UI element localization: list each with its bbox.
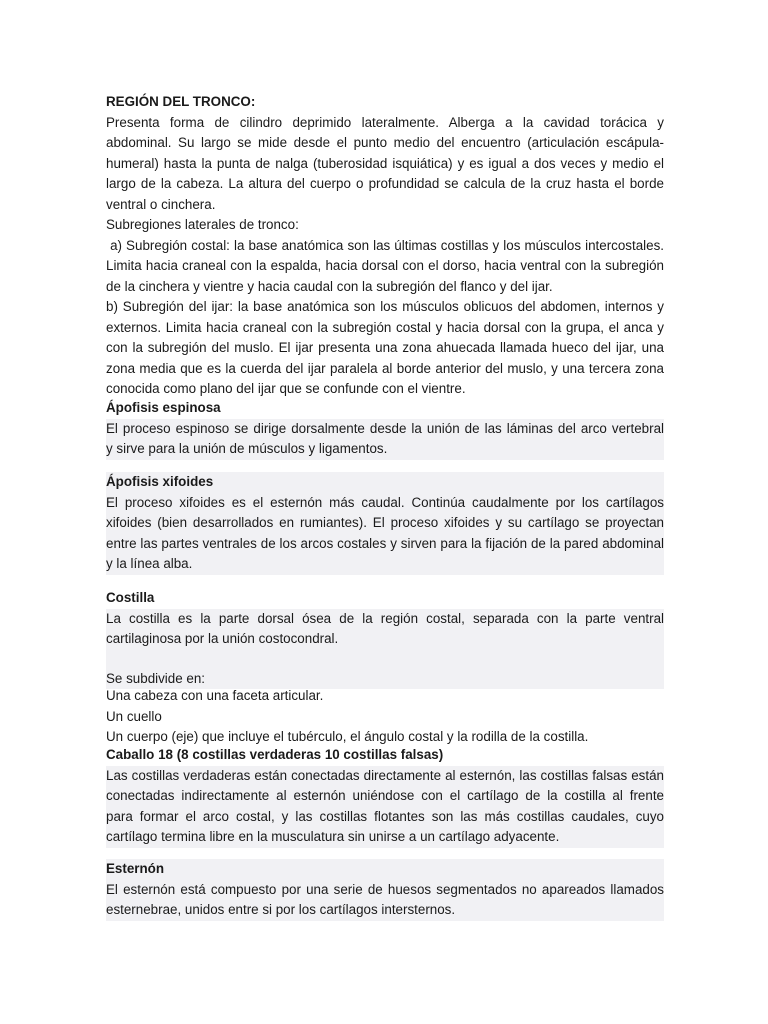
caballo-heading: Caballo 18 (8 costillas verdaderas 10 costillas falsas): [106, 747, 444, 762]
region-line-2: abdominal. Su largo se mide desde el punto medio del encuentro (articulación escápula-: [106, 135, 664, 150]
apofisis-espinosa-line-2: y sirve para la unión de músculos y ligamentos.: [106, 441, 388, 456]
costilla-body: [106, 609, 664, 690]
caballo-section: [106, 745, 664, 848]
region-subregiones-label: Subregiones laterales de tronco:: [106, 217, 299, 232]
region-line-ijar-3: con la subregión del muslo. El ijar presenta una zona ahuecada llamada hueco del ijar, una: [106, 340, 664, 355]
region-line-ijar-5: conocida como plano del ijar que se confunde con el vientre.: [106, 381, 466, 396]
region-line-4: largo de la cabeza. La altura del cuerpo o profundidad se calcula de la cruz hasta el borde: [106, 176, 664, 191]
esternon-section: [106, 859, 664, 921]
list-item: Un cuerpo (eje) que incluye el tubérculo, el ángulo costal y la rodilla de la costilla.: [106, 729, 589, 744]
apofisis-xifoides-line-3: entre las partes ventrales de los arcos costales y sirven para la fijación de la pared abdominal: [106, 535, 664, 551]
region-line-ijar-4: zona media que es la cuerda del ijar paralela al borde anterior del muslo, y una tercera zona: [106, 360, 664, 376]
region-tronco-heading: REGIÓN DEL TRONCO:: [106, 94, 256, 109]
region-line-3: humeral) hasta la punta de nalga (tuberosidad isquiática) y es igual a dos veces y medio el: [106, 155, 664, 171]
region-line-ijar-1: b) Subregión del ijar: la base anatómica son los músculos oblicuos del abdomen, internos y: [106, 299, 664, 314]
apofisis-espinosa-body: [106, 419, 664, 460]
apofisis-xifoides-line-2: xifoides (bien desarrollados en rumiantes). El proceso xifoides y su cartílago se proyectan: [106, 515, 664, 530]
costilla-subdivide-label: Se subdivide en:: [106, 670, 206, 686]
costilla-line-1: La costilla es la parte dorsal ósea de la región costal, separada con la parte ventral: [106, 610, 664, 626]
region-line-costal-1: a) Subregión costal: la base anatómica son las últimas costillas y los músculos intercostales.: [106, 237, 664, 253]
caballo-line-4: cartílago termina libre en la musculatura sin unirse a un cartílago adyacente.: [106, 829, 560, 844]
region-line-costal-3: de la cinchera y vientre y hacia caudal con la subregión del flanco y del ijar.: [106, 278, 553, 294]
apofisis-espinosa-section: [106, 398, 664, 460]
region-line-5: ventral o cinchera.: [106, 196, 216, 212]
region-line-costal-2: Limita hacia craneal con la espalda, hacia dorsal con el dorso, hacia ventral con la subregión: [106, 258, 664, 273]
apofisis-espinosa-heading: Ápofisis espinosa: [106, 400, 221, 415]
esternon-heading: Esternón: [106, 861, 165, 876]
caballo-line-3: para formar el arco costal, y las costillas flotantes son las más costillas caudales, cuyo: [106, 808, 664, 824]
esternon-line-2: esternebrae, unidos entre si por los cartílagos intersternos.: [106, 902, 456, 917]
costilla-heading: Costilla: [106, 590, 155, 605]
apofisis-xifoides-heading: Ápofisis xifoides: [106, 474, 214, 489]
apofisis-xifoides-section: [106, 472, 664, 575]
apofisis-espinosa-line-1: El proceso espinoso se dirige dorsalmente desde la unión de las láminas del arco vertebral: [106, 420, 664, 436]
region-line-1: Presenta forma de cilindro deprimido lateralmente. Alberga a la cavidad torácica y: [106, 114, 664, 130]
caballo-body: [106, 766, 664, 848]
apofisis-xifoides-line-1: El proceso xifoides es el esternón más caudal. Continúa caudalmente por los cartílagos: [106, 494, 664, 510]
esternon-line-1: El esternón está compuesto por una serie de huesos segmentados no apareados llamados: [106, 881, 664, 897]
costilla-line-2: cartilaginosa por la unión costocondral.: [106, 631, 339, 646]
region-line-ijar-2: externos. Limita hacia craneal con la subregión costal y hacia dorsal con la grupa, el anca y: [106, 319, 664, 335]
costilla-parts-list: [106, 684, 664, 747]
costilla-section: [106, 588, 664, 689]
region-tronco-section: [106, 92, 664, 400]
caballo-line-1: Las costillas verdaderas están conectadas directamente al esternón, las costillas falsas están: [106, 767, 664, 783]
apofisis-xifoides-line-4: y la línea alba.: [106, 556, 193, 571]
list-item: Un cuello: [106, 709, 162, 724]
list-item: Una cabeza con una faceta articular.: [106, 688, 324, 703]
caballo-line-2: conectadas indirectamente al esternón uniéndose con el cartílago de la costilla al frente: [106, 788, 664, 803]
